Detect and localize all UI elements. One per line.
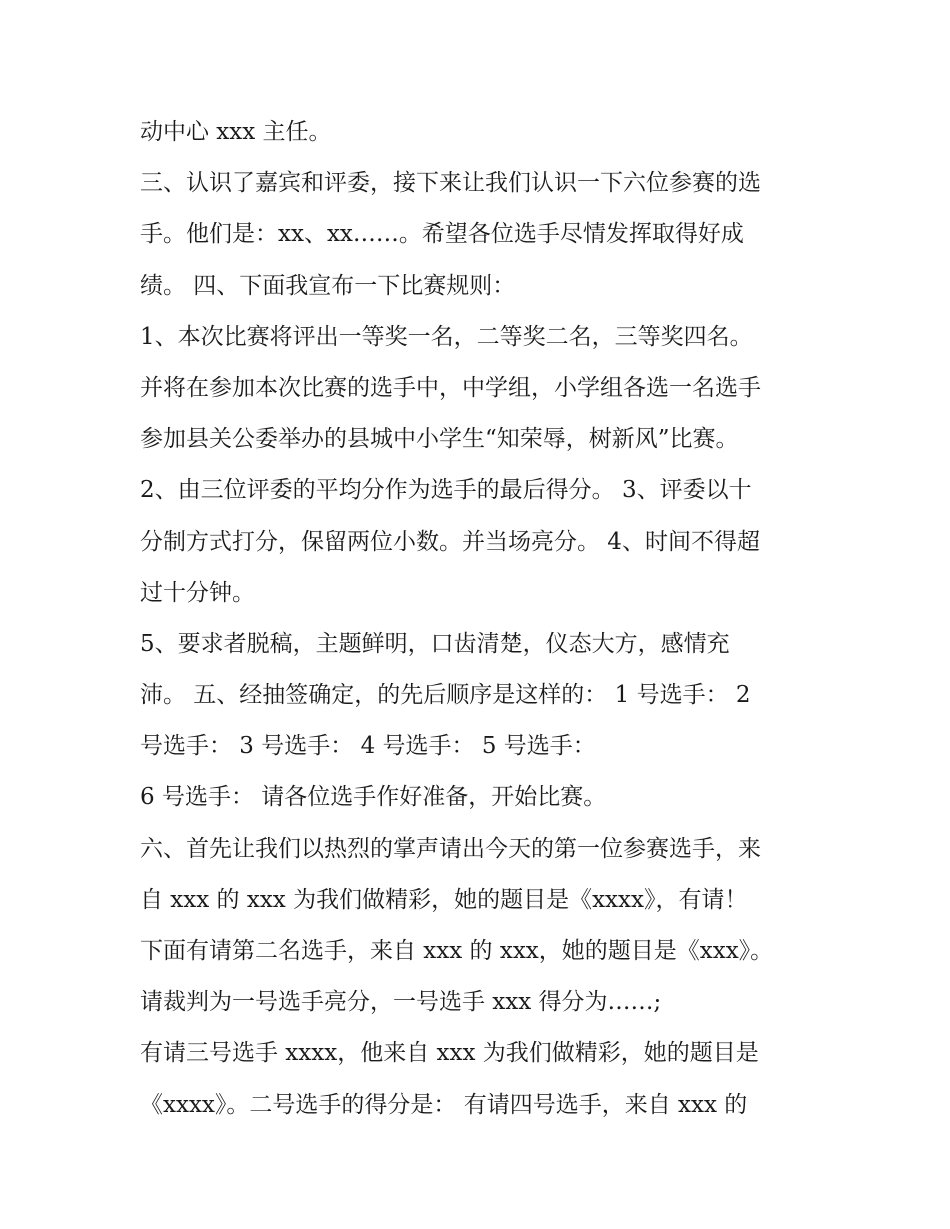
text-line: 2、由三位评委的平均分作为选手的最后得分。 3、评委以十 <box>140 477 752 504</box>
text-line: 手。他们是：xx、xx……。希望各位选手尽情发挥取得好成 <box>140 221 744 248</box>
text-line: 三、认识了嘉宾和评委，接下来让我们认识一下六位参赛的选 <box>140 170 761 197</box>
text-line: 过十分钟。 <box>140 579 255 606</box>
text-line: 自 xxx 的 xxx 为我们做精彩，她的题目是《xxxx》，有请！ <box>140 886 748 913</box>
text-line: 六、首先让我们以热烈的掌声请出今天的第一位参赛选手，来 <box>140 835 761 862</box>
text-line: 1、本次比赛将评出一等奖一名，二等奖二名，三等奖四名。 <box>140 323 753 350</box>
text-line: 下面有请第二名选手，来自 xxx 的 xxx，她的题目是《xxx》。 <box>140 938 774 964</box>
text-line: 分制方式打分，保留两位小数。并当场亮分。 4、时间不得超 <box>140 528 760 555</box>
text-line: 5、要求者脱稿，主题鲜明，口齿清楚，仪态大方，感情充 <box>140 630 730 657</box>
text-line: 号选手： 3 号选手： 4 号选手： 5 号选手： <box>140 733 596 760</box>
text-line: 参加县关公委举办的县城中小学生“知荣辱，树新风”比赛。 <box>140 426 739 453</box>
text-line: 沛。 五、经抽签确定，的先后顺序是这样的： 1 号选手： 2 <box>140 682 751 709</box>
document-body <box>140 107 830 1131</box>
text-line: 有请三号选手 xxxx，他来自 xxx 为我们做精彩，她的题目是 <box>140 1040 759 1067</box>
text-line: 绩。 四、下面我宣布一下比赛规则： <box>140 272 516 299</box>
text-line: 并将在参加本次比赛的选手中，中学组，小学组各选一名选手 <box>140 374 761 401</box>
text-line: 6 号选手： 请各位选手作好准备，开始比赛。 <box>140 784 607 811</box>
text-line: 动中心 xxx 主任。 <box>140 119 332 145</box>
text-line: 《xxxx》。二号选手的得分是： 有请四号选手，来自 xxx 的 <box>140 1091 748 1118</box>
text-line: 请裁判为一号选手亮分，一号选手 xxx 得分为……; <box>140 989 662 1016</box>
